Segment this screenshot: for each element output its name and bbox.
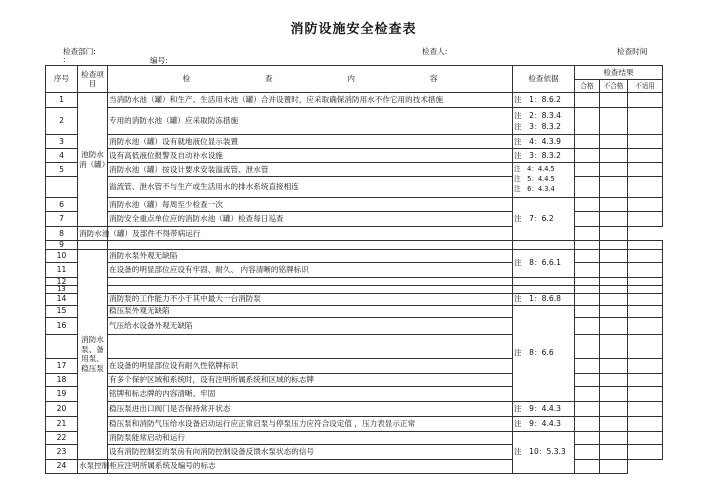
fail-cell[interactable] xyxy=(600,212,628,227)
row-basis: 注 1：8.6.2 xyxy=(513,93,575,108)
pass-cell[interactable] xyxy=(575,358,600,373)
row-number: 10 xyxy=(46,249,78,262)
row-number: 22 xyxy=(46,431,78,444)
header-pass: 合格 xyxy=(575,80,600,93)
na-cell[interactable] xyxy=(628,135,663,149)
pass-cell[interactable] xyxy=(575,317,600,334)
page-title: 消防设施安全检查表 xyxy=(290,22,417,37)
row-content: 设有消防控制室的泵房有向消防控制设备反馈水泵状态的信号 xyxy=(108,444,513,459)
header-na: 不适用 xyxy=(628,80,663,93)
fail-cell[interactable] xyxy=(600,277,628,286)
row-number: 13 xyxy=(46,286,78,294)
basis-line: 注 3：8.3.2 xyxy=(514,122,561,131)
row-number: 8 xyxy=(46,227,78,241)
pass-cell[interactable] xyxy=(575,241,600,250)
pass-cell[interactable] xyxy=(575,305,600,317)
pass-cell[interactable] xyxy=(575,93,600,108)
pass-cell[interactable] xyxy=(575,334,600,358)
fail-cell[interactable] xyxy=(600,93,628,108)
fail-cell[interactable] xyxy=(600,317,628,334)
pass-cell[interactable] xyxy=(575,286,600,294)
row-number: 9 xyxy=(46,241,78,250)
row-content: 消防水池（罐）每周至少检查一次 xyxy=(108,198,513,212)
header-result: 检查结果 xyxy=(575,66,663,80)
row-number: 23 xyxy=(46,444,78,459)
row-number: 15 xyxy=(46,305,78,317)
na-cell[interactable] xyxy=(600,227,628,241)
row-content: 在设备的明显部位应设有牢固、耐久、 内容清晰的铭牌标识 xyxy=(108,262,513,277)
pass-cell[interactable] xyxy=(575,293,600,305)
row-number xyxy=(46,334,78,358)
row-content: 消防水泵外观无缺陷 xyxy=(108,249,513,262)
row-number: 18 xyxy=(46,373,78,386)
basis-line: 注 2：8.3.4 xyxy=(514,110,561,120)
fail-cell[interactable] xyxy=(600,286,628,294)
row-basis xyxy=(513,277,575,286)
header-fail: 不合格 xyxy=(600,80,628,93)
row-number: 11 xyxy=(46,262,78,277)
row-number: 4 xyxy=(46,149,78,163)
na-cell[interactable] xyxy=(628,177,663,198)
row-content: 铭牌和标志牌的内容清晰、牢固 xyxy=(108,386,513,401)
fail-cell[interactable] xyxy=(600,177,628,198)
na-cell[interactable] xyxy=(628,373,663,386)
row-basis: 注 9：4.4.3 xyxy=(513,416,575,431)
fail-cell[interactable] xyxy=(600,249,628,262)
na-cell[interactable] xyxy=(628,277,663,286)
fail-cell[interactable] xyxy=(600,386,628,401)
fail-cell[interactable] xyxy=(600,444,628,459)
group-label-water-tank: 池防水消（罐） xyxy=(78,93,108,227)
row-number: 12 xyxy=(46,277,78,286)
row-content: 消防安全重点单位应的消防水池（罐）检查每日巡查 xyxy=(108,212,513,227)
row-number: 2 xyxy=(46,108,78,135)
fail-cell[interactable] xyxy=(600,358,628,373)
row-number: 20 xyxy=(46,401,78,416)
na-cell[interactable] xyxy=(628,416,663,431)
row-number: 16 xyxy=(46,317,78,334)
row-basis: 注 8：6.6.1 xyxy=(513,249,575,277)
inspector-label: 检查人: xyxy=(422,47,448,56)
header-content-char: 查 xyxy=(264,74,273,84)
na-cell[interactable] xyxy=(628,93,663,108)
number-label: 编号: xyxy=(150,56,168,65)
na-cell[interactable] xyxy=(628,198,663,212)
row-number: 7 xyxy=(46,212,78,227)
header-content-char: 检 xyxy=(182,74,191,84)
row-content: 稳压泵外观无缺陷 xyxy=(108,305,513,317)
row-number: 5 xyxy=(46,163,78,177)
row-number: 14 xyxy=(46,293,78,305)
na-cell[interactable] xyxy=(628,163,663,177)
row-content: 稳压泵和消防气压给水设备启动运行应正常启泵与停泵压力应符合设定值 ，压力表显示正常 xyxy=(108,416,513,431)
basis-line: 注 5：4.4.5 xyxy=(514,175,555,184)
row-content: 有多个保护区域和系统时，设有注明所属系统和区域的标志牌 xyxy=(108,373,513,386)
row-basis: 注 3：8.3.2 xyxy=(513,149,575,163)
header-content-char: 内 xyxy=(347,74,356,84)
pass-cell[interactable] xyxy=(575,177,600,198)
time-label: 检查时间 xyxy=(617,47,648,56)
row-content: 稳压泵进出口阀门是否保持常开状态 xyxy=(108,401,513,416)
na-cell[interactable] xyxy=(600,459,628,473)
row-content: 水泵控制柜应注明所属系统及编号的标志 xyxy=(78,459,108,473)
row-content: 消防水池（罐）按设计要求安装溢流管、泄水管 xyxy=(108,163,513,177)
na-cell[interactable] xyxy=(628,241,663,250)
na-cell[interactable] xyxy=(628,431,663,444)
na-cell[interactable] xyxy=(628,334,663,358)
row-basis xyxy=(513,286,575,294)
fail-cell[interactable] xyxy=(600,135,628,149)
na-cell[interactable] xyxy=(628,293,663,305)
row-content xyxy=(108,286,513,294)
na-cell[interactable] xyxy=(628,358,663,373)
row-number: 24 xyxy=(46,459,78,473)
header-content-char: 容 xyxy=(429,74,438,84)
na-cell[interactable] xyxy=(628,386,663,401)
colon-mark: : xyxy=(63,55,66,64)
dept-label: 检查部门: xyxy=(63,47,96,56)
pass-cell[interactable] xyxy=(575,444,600,459)
na-cell[interactable] xyxy=(628,108,663,135)
na-cell[interactable] xyxy=(628,401,663,416)
pass-cell[interactable] xyxy=(575,149,600,163)
row-number: 3 xyxy=(46,135,78,149)
pass-cell[interactable] xyxy=(575,431,600,444)
fail-cell[interactable] xyxy=(600,198,628,212)
basis-line: 注 4：4.4.5 xyxy=(514,165,555,174)
row-content: 气压给水设备外观无缺陷 xyxy=(108,317,513,334)
row-content: 消防水池（罐）及部件不得带病运行 xyxy=(78,227,108,241)
na-cell[interactable] xyxy=(628,249,663,262)
row-number: 17 xyxy=(46,358,78,373)
fail-cell[interactable] xyxy=(575,459,600,473)
row-basis xyxy=(513,163,575,198)
row-content: 消防泵的工作能力不小于其中最大一台消防泵 xyxy=(108,293,513,305)
fail-cell[interactable] xyxy=(600,163,628,177)
fail-cell[interactable] xyxy=(575,227,600,241)
row-number: 19 xyxy=(46,386,78,401)
row-content xyxy=(108,277,513,286)
pass-cell[interactable] xyxy=(575,401,600,416)
row-basis: 注 8：6.6 xyxy=(513,305,575,401)
fail-cell[interactable] xyxy=(600,373,628,386)
fail-cell[interactable] xyxy=(600,401,628,416)
pass-cell[interactable] xyxy=(575,212,600,227)
fail-cell[interactable] xyxy=(600,149,628,163)
pass-cell[interactable] xyxy=(575,108,600,135)
basis-line: 注 6：4.3.4 xyxy=(514,184,555,193)
row-content: 溢流管、泄水管不与生产或生活用水的排水系统直接相连 xyxy=(108,177,513,198)
row-number: 6 xyxy=(46,198,78,212)
row-content: 在设备的明显部位设有耐久性铭牌标识 xyxy=(108,358,513,373)
na-cell[interactable] xyxy=(628,444,663,459)
na-cell[interactable] xyxy=(628,262,663,277)
pass-cell[interactable] xyxy=(575,249,600,262)
row-basis: 注 10：5.3.3 xyxy=(513,431,575,473)
pass-cell[interactable] xyxy=(575,262,600,277)
row-basis: 注 9：4.4.3 xyxy=(513,401,575,416)
fail-cell[interactable] xyxy=(600,305,628,317)
header-item: 检查项目 xyxy=(78,66,108,93)
group-label-pumps: 消防水泵、备用泵、稳压泵 xyxy=(78,249,108,459)
pass-cell[interactable] xyxy=(575,373,600,386)
fail-cell[interactable] xyxy=(600,431,628,444)
pass-cell[interactable] xyxy=(575,416,600,431)
row-basis xyxy=(513,241,575,250)
row-number: 1 xyxy=(46,93,78,108)
pass-cell[interactable] xyxy=(575,135,600,149)
row-number: 21 xyxy=(46,416,78,431)
group-spacer xyxy=(78,241,108,250)
row-content: 消防泵能常启动和运行 xyxy=(108,431,513,444)
fail-cell[interactable] xyxy=(600,416,628,431)
row-content xyxy=(108,241,513,250)
row-basis xyxy=(513,108,575,135)
header-content xyxy=(108,66,513,93)
fail-cell[interactable] xyxy=(600,293,628,305)
header-seq: 序号 xyxy=(46,66,78,93)
row-content: 消防水池（罐）设有就地液位显示装置 xyxy=(108,135,513,149)
row-number xyxy=(46,177,78,198)
row-basis: 注 4：4.3.9 xyxy=(513,135,575,149)
row-content: 当消防水池（罐）和生产、生活用水池（罐）合并设置时，应采取确保消防用水不作它用的技术措施 xyxy=(108,93,513,108)
na-cell[interactable] xyxy=(628,286,663,294)
pass-cell[interactable] xyxy=(575,163,600,177)
fail-cell[interactable] xyxy=(600,262,628,277)
fail-cell[interactable] xyxy=(600,334,628,358)
na-cell[interactable] xyxy=(628,212,663,227)
na-cell[interactable] xyxy=(628,305,663,317)
fail-cell[interactable] xyxy=(600,241,628,250)
row-content: 设有高低液位报警及自动补水设施 xyxy=(108,149,513,163)
row-content: 专用的消防水池（罐）应采取防冻措施 xyxy=(108,108,513,135)
row-basis: 注 7：6.2 xyxy=(513,198,575,241)
inspection-table xyxy=(45,65,663,474)
row-basis: 注 1：8.6.8 xyxy=(513,293,575,305)
fail-cell[interactable] xyxy=(600,108,628,135)
na-cell[interactable] xyxy=(628,149,663,163)
header-basis: 检查依据 xyxy=(513,66,575,93)
pass-cell[interactable] xyxy=(575,277,600,286)
pass-cell[interactable] xyxy=(575,386,600,401)
row-content xyxy=(108,334,513,358)
pass-cell[interactable] xyxy=(575,198,600,212)
na-cell[interactable] xyxy=(628,317,663,334)
